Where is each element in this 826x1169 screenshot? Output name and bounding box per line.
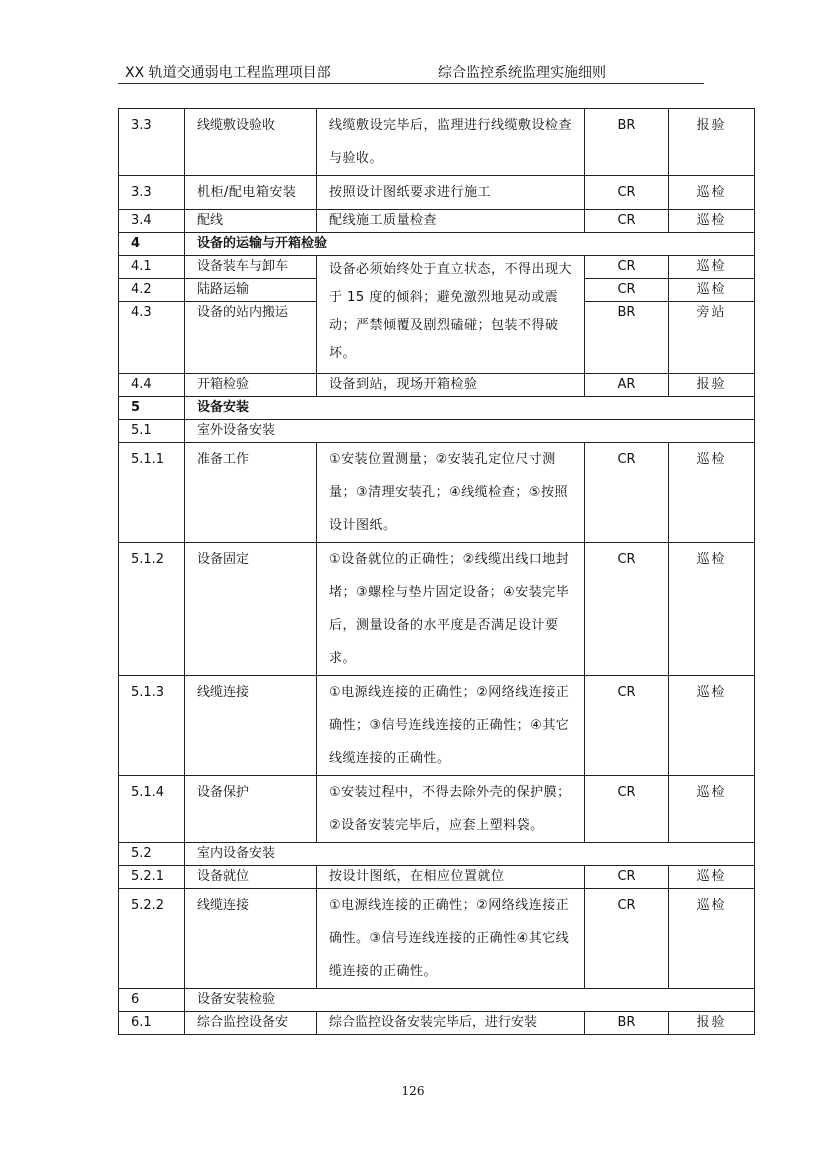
row-code: CR [585,676,669,776]
row-code: BR [585,109,669,176]
row-check-type: 巡检 [669,210,755,233]
table-row [119,543,755,676]
row-check-type: 巡检 [669,776,755,843]
header-project-name: XX 轨道交通弱电工程监理项目部 [125,65,331,81]
row-code: BR [585,1012,669,1035]
row-check-type: 巡检 [669,543,755,676]
row-code: CR [585,776,669,843]
subsection-title: 室内设备安装 [185,843,755,866]
row-description: ①安装位置测量；②安装孔定位尺寸测量；③清理安装孔；④线缆检查；⑤按照设计图纸。 [317,443,585,543]
section-row [119,397,755,420]
row-item: 设备就位 [185,866,317,889]
row-check-type: 报验 [669,109,755,176]
row-description: 线缆敷设完毕后，监理进行线缆敷设检查与验收。 [317,109,585,176]
table-row [119,866,755,889]
row-description: 设备到站，现场开箱检验 [317,374,585,397]
page-number: 126 [401,1084,425,1098]
subsection-row [119,420,755,443]
table-row [119,889,755,989]
table-row [119,210,755,233]
row-number: 5.2.2 [119,889,185,989]
row-code: CR [585,176,669,210]
row-item: 配线 [185,210,317,233]
subsection-number: 5.1 [119,420,185,443]
row-number: 6.1 [119,1012,185,1035]
row-check-type: 报验 [669,1012,755,1035]
row-code: CR [585,866,669,889]
row-number: 3.4 [119,210,185,233]
row-check-type: 报验 [669,374,755,397]
row-check-type: 巡检 [669,279,755,302]
row-number: 5.1.1 [119,443,185,543]
section-title: 设备的运输与开箱检验 [185,233,755,256]
header-document-title: 综合监控系统监理实施细则 [438,65,606,81]
row-number: 4.4 [119,374,185,397]
row-description: 综合监控设备安装完毕后，进行安装 [317,1012,585,1035]
row-item: 线缆连接 [185,889,317,989]
row-check-type: 巡检 [669,176,755,210]
row-item: 准备工作 [185,443,317,543]
row-code: CR [585,543,669,676]
row-code: CR [585,889,669,989]
subsection-title: 设备安装检验 [185,989,755,1012]
row-check-type: 旁站 [669,302,755,374]
row-description: ①设备就位的正确性；②线缆出线口地封堵；③螺栓与垫片固定设备；④安装完毕后，测量设备的水平度是否满足设计要求。 [317,543,585,676]
row-check-type: 巡检 [669,443,755,543]
row-number: 4.2 [119,279,185,302]
row-number: 3.3 [119,109,185,176]
row-item: 设备装车与卸车 [185,256,317,279]
row-number: 4.3 [119,302,185,374]
row-item: 综合监控设备安 [185,1012,317,1035]
section-row [119,233,755,256]
row-code: CR [585,279,669,302]
table-row [119,109,755,176]
row-item: 机柜/配电箱安装 [185,176,317,210]
row-code: AR [585,374,669,397]
row-item: 开箱检验 [185,374,317,397]
table-row [119,443,755,543]
row-item: 线缆敷设验收 [185,109,317,176]
row-code: CR [585,210,669,233]
transport-description: 设备必须始终处于直立状态，不得出现大于 15 度的倾斜；避免激烈地晃动或震动；严禁倾覆及剧烈磕碰；包装不得破坏。 [317,256,585,374]
row-check-type: 巡检 [669,676,755,776]
row-number: 3.3 [119,176,185,210]
row-number: 5.2.1 [119,866,185,889]
section-number: 5 [119,397,185,420]
table-row [119,776,755,843]
row-check-type: 巡检 [669,256,755,279]
subsection-number: 6 [119,989,185,1012]
section-number: 4 [119,233,185,256]
row-description: ①电源线连接的正确性；②网络线连接正确性。③信号连线连接的正确性④其它线缆连接的正确性。 [317,889,585,989]
row-number: 5.1.2 [119,543,185,676]
table-row [119,1012,755,1035]
table-row [119,374,755,397]
row-number: 4.1 [119,256,185,279]
row-code: CR [585,256,669,279]
row-item: 设备固定 [185,543,317,676]
row-item: 设备保护 [185,776,317,843]
row-description: ①电源线连接的正确性；②网络线连接正确性；③信号连线连接的正确性；④其它线缆连接的正确性。 [317,676,585,776]
row-item: 线缆连接 [185,676,317,776]
row-item: 陆路运输 [185,279,317,302]
subsection-number: 5.2 [119,843,185,866]
row-number: 5.1.3 [119,676,185,776]
table-row [119,676,755,776]
section-title: 设备安装 [185,397,755,420]
table-row [119,176,755,210]
row-description: ①安装过程中，不得去除外壳的保护膜；②设备安装完毕后，应套上塑料袋。 [317,776,585,843]
row-description: 按设计图纸，在相应位置就位 [317,866,585,889]
page-header [0,60,826,84]
subsection-title: 室外设备安装 [185,420,755,443]
row-check-type: 巡检 [669,889,755,989]
subsection-row [119,843,755,866]
row-code: BR [585,302,669,374]
row-description: 按照设计图纸要求进行施工 [317,176,585,210]
table-row [119,256,755,279]
row-item: 设备的站内搬运 [185,302,317,374]
inspection-table [118,108,755,1035]
row-number: 5.1.4 [119,776,185,843]
header-divider [118,83,704,84]
subsection-row [119,989,755,1012]
row-description: 配线施工质量检查 [317,210,585,233]
row-code: CR [585,443,669,543]
row-check-type: 巡检 [669,866,755,889]
